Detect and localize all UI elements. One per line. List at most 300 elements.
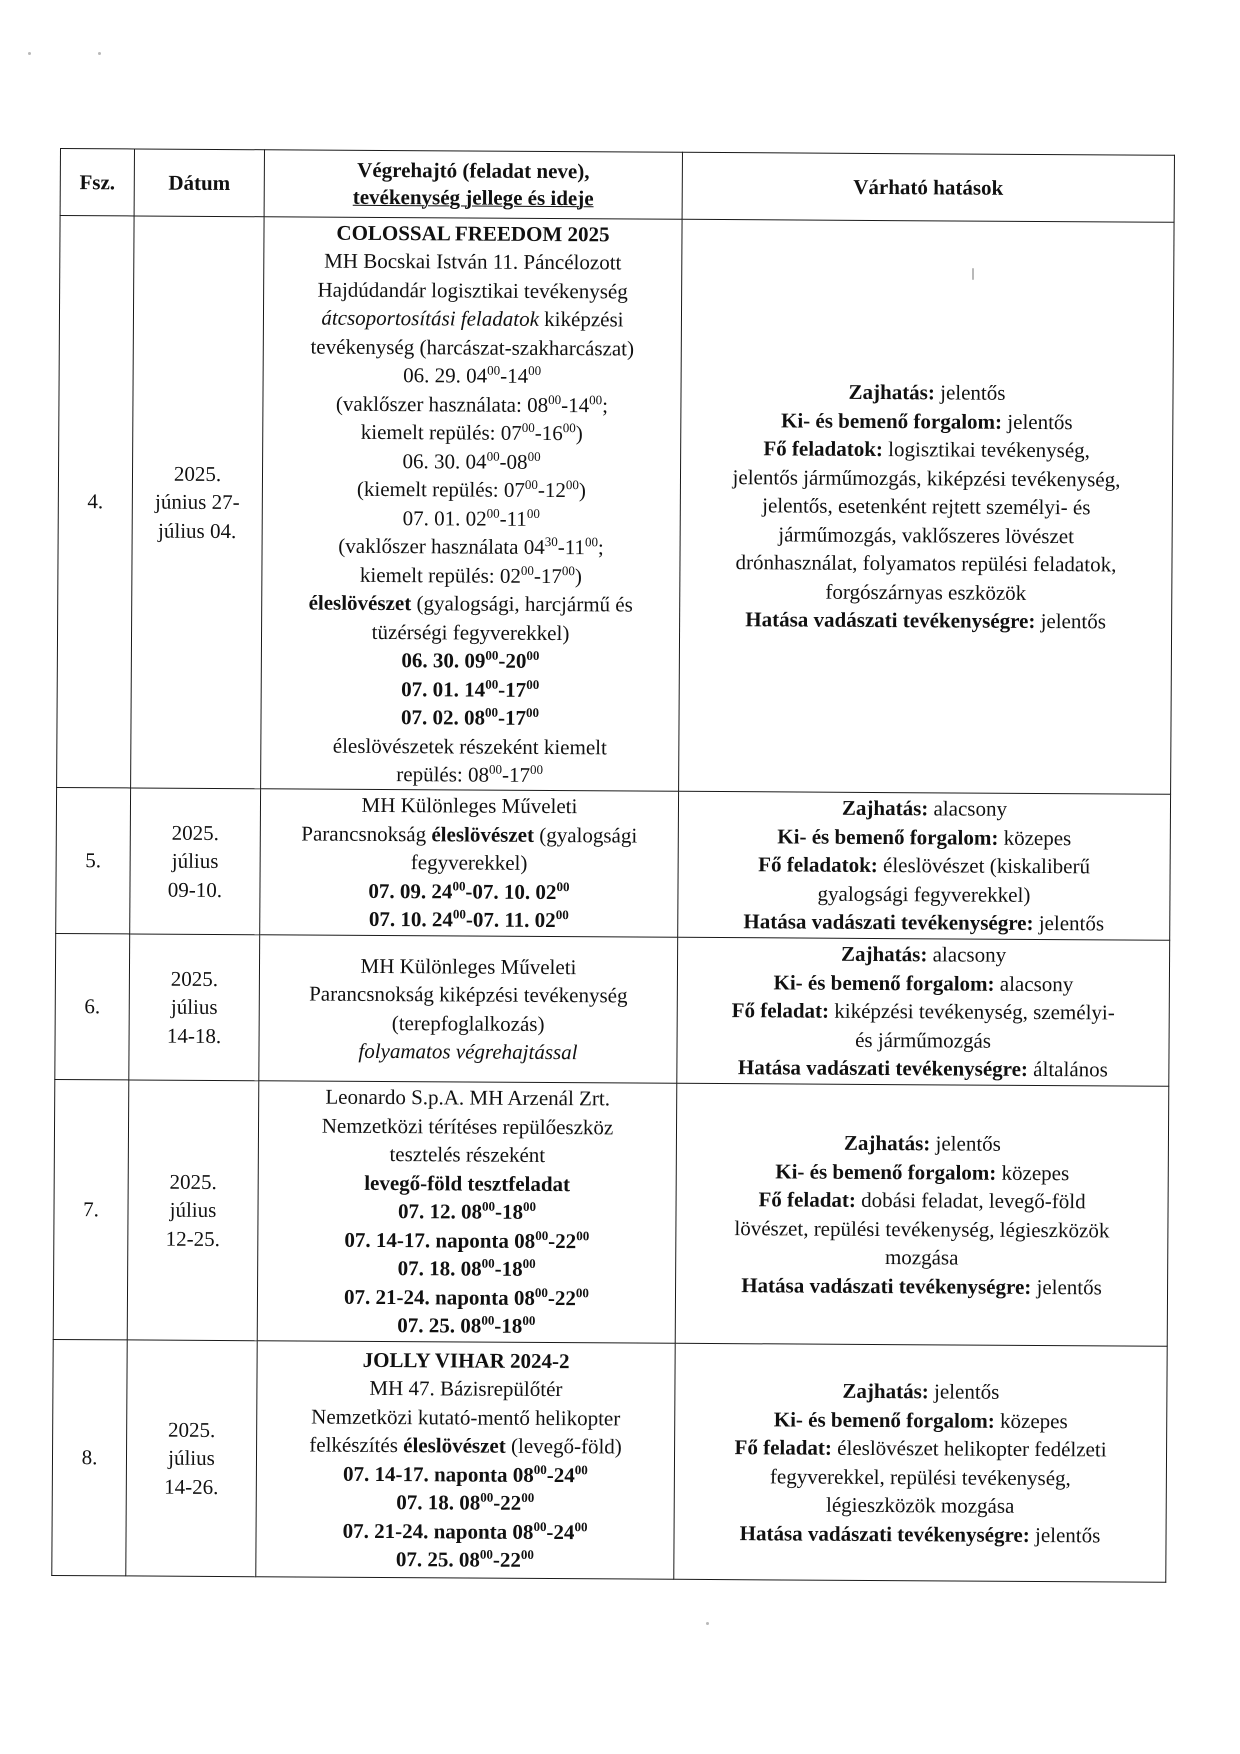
text-segment: 07. 01. 14 [401,676,486,702]
date-line: július [171,848,219,874]
serial-number-cell: 8. [52,1339,127,1575]
text-segment: Zajhatás: [842,1378,929,1404]
activity-cell [257,1081,677,1344]
time-superscript: 00 [522,1256,536,1272]
time-superscript: 00 [452,878,466,894]
text-segment: Fő feladat: [758,1187,856,1212]
time-superscript: 00 [485,676,499,692]
effects-line [687,463,1166,494]
text-segment: jelentős járműmozgás, kiképzési tevékenység, [732,464,1121,492]
serial-number-cell: 5. [56,787,131,933]
activity-line [263,1373,668,1404]
effects-cell [674,1343,1167,1582]
activity-line [269,389,674,420]
text-segment: kiképzési [538,306,624,332]
activity-line [270,303,675,334]
time-superscript: 00 [548,391,562,407]
text-segment: MH Bocskai István 11. Páncélozott [324,248,622,275]
effects-line [683,1128,1162,1159]
text-segment: jelentős [930,1131,1001,1156]
text-segment: 07. 14-17. naponta 08 [342,1461,534,1487]
effects-line [686,577,1165,608]
activity-line [268,531,673,562]
activity-line [267,819,672,850]
table-row [52,1339,1167,1582]
text-segment: 07. 25. 08 [395,1547,480,1572]
text-segment: Hajdúdandár logisztikai tevékenység [317,277,628,303]
text-segment: -17 [533,563,562,588]
text-segment: 07. 18. 08 [396,1490,481,1515]
time-superscript: 00 [575,1284,589,1301]
activity-line [270,246,675,277]
text-segment: Nemzetközi térítéses repülőeszköz [321,1113,614,1140]
activity-line [264,1282,669,1313]
text-segment: (vaklőszer használata: 08 [335,391,549,417]
activity-cell [260,789,679,938]
activity-line [263,1430,668,1461]
activity-cell [259,935,678,1084]
time-superscript: 00 [520,1546,534,1562]
text-segment: Hatása vadászati tevékenységre: [741,1272,1032,1299]
text-segment: -17 [501,762,531,787]
text-segment: Ki- és bemenő forgalom: [775,1158,997,1185]
effects-line [681,1404,1160,1435]
date-line: július [168,1445,215,1471]
time-superscript: 00 [584,534,599,550]
time-superscript: 00 [486,505,500,521]
text-segment: 07. 09. 24 [368,878,453,904]
text-segment: jelentős [1035,609,1107,634]
text-segment: általános [1027,1057,1108,1082]
text-segment: (terepfoglalkozás) [391,1010,545,1036]
text-segment: 06. 30. 04 [402,448,487,474]
text-segment: COLOSSAL FREEDOM 2025 [336,220,610,246]
time-superscript: 00 [522,1313,536,1329]
text-segment: Ki- és bemenő forgalom: [773,970,995,996]
text-segment: -20 [498,648,527,673]
text-segment: -24 [546,1519,575,1544]
text-segment: -22 [548,1228,577,1253]
text-segment: ) [578,478,586,503]
date-line: 2025. [171,820,220,845]
date-line: 2025. [167,1417,216,1442]
text-segment: logisztikai tevékenység, [882,437,1091,463]
time-superscript: 00 [489,761,503,777]
text-segment: alacsony [927,942,1007,968]
effects-line [681,1376,1160,1407]
text-segment: MH 47. Bázisrepülőtér [369,1375,563,1402]
activity-line [269,474,674,505]
time-superscript: 00 [522,1199,537,1215]
text-segment: kiemelt repülés: 07 [360,419,522,445]
text-segment: -07. 11. 02 [465,907,556,933]
effects-line [684,996,1163,1027]
text-segment: fegyverekkel) [410,850,528,876]
time-superscript: 00 [486,448,500,464]
header-expected-effects: Várható hatások [682,152,1174,222]
text-segment: éleslövészet [308,590,412,616]
header-date: Dátum [134,149,264,217]
activity-line [266,979,671,1010]
date-line: június 27- [154,489,240,515]
time-superscript: 00 [555,907,569,923]
activity-line [265,1111,670,1142]
activity-line [264,1197,669,1228]
effects-line [686,548,1165,579]
effects-cell [678,791,1171,940]
time-superscript: 00 [589,391,603,407]
text-segment: Zajhatás: [843,1130,931,1156]
activity-line [270,360,675,391]
header-row [60,149,1174,223]
date-line: július 04. [157,518,237,543]
text-segment: éleslövészet [431,822,535,847]
time-superscript: 00 [565,477,579,493]
date-line: 12-25. [165,1226,221,1251]
effects-line [680,1518,1159,1549]
text-segment: -14 [500,363,529,388]
text-segment: -18 [494,1313,523,1339]
effects-line [685,793,1164,824]
header-activity-line: Végrehajtó (feladat neve), [357,157,590,184]
activity-line [263,1487,668,1518]
activity-line [265,1036,670,1067]
activity-cell [261,217,682,792]
activity-line [265,1140,670,1171]
effects-line [684,939,1163,970]
header-activity-line: tevékenység jellege és ideje [352,184,594,211]
text-segment: Hatása vadászati tevékenységre: [745,607,1036,634]
text-segment: 06. 30. 09 [401,648,486,673]
text-segment: -16 [534,420,563,446]
activity-line [263,1459,668,1490]
text-segment: jelentős [1029,1522,1101,1547]
text-segment: -18 [494,1199,524,1225]
text-segment: levegő-föld tesztfeladat [364,1170,571,1196]
time-superscript: 00 [535,1227,549,1243]
time-superscript: 00 [480,1489,494,1505]
activity-line [268,560,673,591]
text-segment: ) [574,563,582,588]
text-segment: -22 [492,1547,521,1572]
text-segment: -11 [499,506,527,531]
text-segment: ; [602,392,609,417]
date-cell [129,934,260,1081]
text-segment: alacsony [928,796,1008,822]
text-segment: Parancsnokság [301,821,432,847]
date-line: 14-18. [166,1023,222,1048]
activity-cell [256,1341,675,1580]
time-superscript: 00 [485,647,499,663]
text-segment: -22 [547,1285,576,1310]
time-superscript: 00 [520,562,534,578]
activity-line [268,617,673,648]
time-superscript: 00 [526,704,540,720]
time-superscript: 00 [452,906,466,922]
text-segment: (gyalogsági [533,822,638,848]
time-superscript: 00 [521,1489,535,1505]
date-cell [127,1080,259,1341]
time-superscript: 00 [576,1227,590,1244]
activity-line [267,759,672,790]
text-segment: 07. 10. 24 [368,907,453,932]
text-segment: Fő feladatok: [763,436,884,462]
text-segment: Parancsnokság kiképzési tevékenység [309,981,628,1008]
text-segment: átcsoportosítási feladatok [321,305,540,331]
activity-line [262,1516,667,1547]
text-segment: -22 [493,1490,522,1515]
time-superscript: 00 [479,1546,493,1562]
time-superscript: 00 [481,1312,495,1328]
effects-line [682,1270,1161,1301]
effects-line [683,1053,1162,1084]
text-segment: tevékenység (harcászat-szakharcászat) [310,334,635,361]
time-superscript: 00 [527,448,541,464]
time-superscript: 00 [574,1518,588,1534]
text-segment: Leonardo S.p.A. MH Arzenál Zrt. [325,1084,611,1111]
date-line: 2025. [169,1169,217,1194]
text-segment: 07. 01. 02 [402,505,487,531]
text-segment: közepes [994,1408,1068,1433]
activity-line [264,1254,669,1285]
effects-line [685,850,1164,881]
text-segment: jelentős, esetenként rejtett személyi- és [762,493,1091,520]
time-superscript: 00 [487,362,501,378]
text-segment: éleslövészet helikopter fedélzeti [831,1435,1107,1462]
effects-line [686,605,1165,636]
time-superscript: 00 [533,1518,547,1534]
text-segment: (kiemelt repülés: 07 [356,476,525,502]
date-line: 2025. [170,966,219,991]
text-segment: Ki- és bemenő forgalom: [773,1406,995,1433]
effects-line [684,968,1163,999]
activity-line [265,1083,670,1114]
text-segment: -11 [557,535,586,560]
activity-line [268,588,673,619]
activity-line [270,218,675,249]
header-activity [264,150,682,220]
text-segment: (gyalogsági, harcjármű és [411,591,633,617]
time-superscript: 00 [574,1461,588,1477]
text-segment: Zajhatás: [841,796,929,821]
text-segment: (levegő-föld) [505,1433,622,1459]
effects-line [681,1461,1160,1492]
text-segment: 07. 12. 08 [397,1199,483,1224]
time-superscript: 00 [526,676,540,692]
text-segment: jelentős [1033,911,1105,936]
effects-line [681,1490,1160,1521]
serial-number-cell: 7. [53,1079,129,1339]
text-segment: -12 [537,477,566,503]
text-segment: 06. 29. 04 [403,363,488,388]
text-segment: ; [597,535,604,560]
activity-line [266,1008,671,1039]
time-superscript: 00 [524,476,538,492]
text-segment: Fő feladat: [731,998,830,1023]
effects-line [687,377,1166,408]
text-segment: Ki- és bemenő forgalom: [780,408,1003,434]
text-segment: Hatása vadászati tevékenységre: [737,1055,1029,1082]
text-segment: jelentős [1002,409,1073,434]
time-superscript: 00 [481,1198,496,1214]
table-row [53,1079,1169,1346]
time-superscript: 00 [562,420,576,436]
table-row [55,933,1170,1086]
text-segment: 07. 21-24. naponta 08 [344,1284,535,1310]
date-cell [131,216,264,789]
effects-line [682,1213,1161,1244]
text-segment: és járműmozgás [855,1027,992,1053]
effects-cell [679,219,1174,794]
effects-line [687,406,1166,437]
scan-speck [972,268,974,280]
text-segment: mozgása [884,1245,959,1270]
date-line: 14-26. [164,1474,219,1499]
text-segment: -07. 10. 02 [465,879,557,904]
text-segment: 07. 14-17. naponta 08 [344,1227,536,1253]
text-segment: -24 [546,1462,575,1487]
text-segment: fegyverekkel, repülési tevékenység, [769,1463,1071,1490]
activity-line [270,275,675,306]
text-segment: közepes [996,1160,1070,1185]
table-row [57,216,1174,795]
activity-line [267,791,672,822]
activity-line [265,1168,670,1199]
serial-number-cell: 4. [57,216,134,788]
text-segment: folyamatos végrehajtással [358,1038,578,1065]
effects-line [687,520,1166,551]
effects-line [684,907,1163,938]
time-superscript: 00 [556,878,570,894]
text-segment: (vaklőszer használata 04 [338,533,545,559]
text-segment: 07. 21-24. naponta 08 [342,1518,534,1544]
text-segment: kiképzési tevékenység, személyi- [828,998,1115,1025]
activity-line [269,503,674,534]
text-segment: járműmozgás, vaklőszeres lövészet [778,522,1075,548]
text-segment: MH Különleges Műveleti [360,953,577,979]
scan-speck [706,1622,709,1625]
text-segment: gyalogsági fegyverekkel) [817,881,1031,907]
table-row [56,787,1171,940]
text-segment: felkészítés [309,1432,404,1458]
effects-line [682,1242,1161,1273]
text-segment: jelentős [928,1379,1000,1404]
text-segment: -14 [561,392,590,417]
effects-line [687,434,1166,465]
date-cell [130,788,261,935]
time-superscript: 00 [526,647,540,663]
date-cell [126,1340,257,1577]
table-header [60,149,1174,223]
text-segment: Zajhatás: [840,942,928,967]
activity-line [266,951,671,982]
text-segment: légieszközök mozgása [825,1492,1015,1518]
time-superscript: 00 [530,761,544,777]
time-superscript: 00 [561,562,575,578]
effects-line [684,879,1163,910]
text-segment: Zajhatás: [848,380,935,405]
time-superscript: 00 [485,704,499,720]
effects-line [687,491,1166,522]
text-segment: -17 [498,677,527,702]
effects-cell [677,937,1170,1086]
text-segment: lövészet, repülési tevékenység, légieszközök [734,1215,1110,1242]
text-segment: Hatása vadászati tevékenységre: [743,909,1034,936]
text-segment: jelentős [1031,1274,1102,1299]
activity-line [267,731,672,762]
schedule-table [51,148,1175,1583]
activity-line [268,674,673,705]
activity-line [264,1225,669,1256]
text-segment: Fő feladat: [734,1435,833,1460]
activity-line [262,1544,667,1575]
activity-line [266,905,671,936]
time-superscript: 00 [526,505,540,521]
activity-line [269,417,674,448]
header-serial-number: Fsz. [60,149,134,216]
text-segment: tüzérségi fegyverekkel) [371,619,570,645]
activity-line [264,1345,669,1376]
text-segment: 07. 02. 08 [400,705,486,730]
date-line: 09-10. [167,877,223,902]
text-segment: közepes [998,825,1072,850]
time-superscript: 00 [521,419,535,435]
text-segment: drónhasználat, folyamatos repülési feladatok, [735,550,1117,577]
scan-speck [98,52,101,55]
text-segment: dobási feladat, levegő-föld [855,1187,1086,1214]
text-segment: éleslövészet (kiskaliberű [877,853,1091,879]
text-segment: alacsony [994,971,1074,996]
text-segment: JOLLY VIHAR 2024-2 [362,1347,570,1373]
table-body [52,216,1174,1583]
time-superscript: 00 [534,1284,548,1300]
text-segment: jelentős [934,380,1006,406]
effects-line [685,822,1164,853]
date-line: 2025. [173,461,222,486]
text-segment: repülés: 08 [396,762,490,787]
time-superscript: 00 [533,1461,547,1477]
text-segment: ) [575,421,583,446]
activity-line [266,876,671,907]
text-segment: 07. 25. 08 [397,1313,482,1338]
activity-line [267,702,672,733]
effects-cell [675,1083,1169,1346]
text-segment: kiemelt repülés: 02 [359,562,521,588]
date-line: július [169,1197,217,1223]
activity-line [267,848,672,879]
effects-line [683,1156,1162,1187]
activity-line [268,645,673,676]
text-segment: Hatása vadászati tevékenységre: [739,1520,1030,1547]
text-segment: -18 [494,1256,523,1282]
time-superscript: 30 [544,533,558,550]
text-segment: Fő feladatok: [758,852,878,878]
text-segment: Nemzetközi kutató-mentő helikopter [311,1404,621,1430]
text-segment: éleslövészet [403,1433,506,1458]
time-superscript: 00 [481,1255,495,1271]
activity-line [264,1311,669,1342]
text-segment: Ki- és bemenő forgalom: [777,824,999,850]
effects-line [681,1433,1160,1464]
effects-line [683,1025,1162,1056]
text-segment: éleslövészetek részeként kiemelt [332,733,607,759]
date-line: július [170,994,218,1020]
activity-line [263,1402,668,1433]
serial-number-cell: 6. [55,933,130,1079]
scan-speck [28,52,31,55]
effects-line [683,1185,1162,1216]
text-segment: -08 [499,449,528,474]
